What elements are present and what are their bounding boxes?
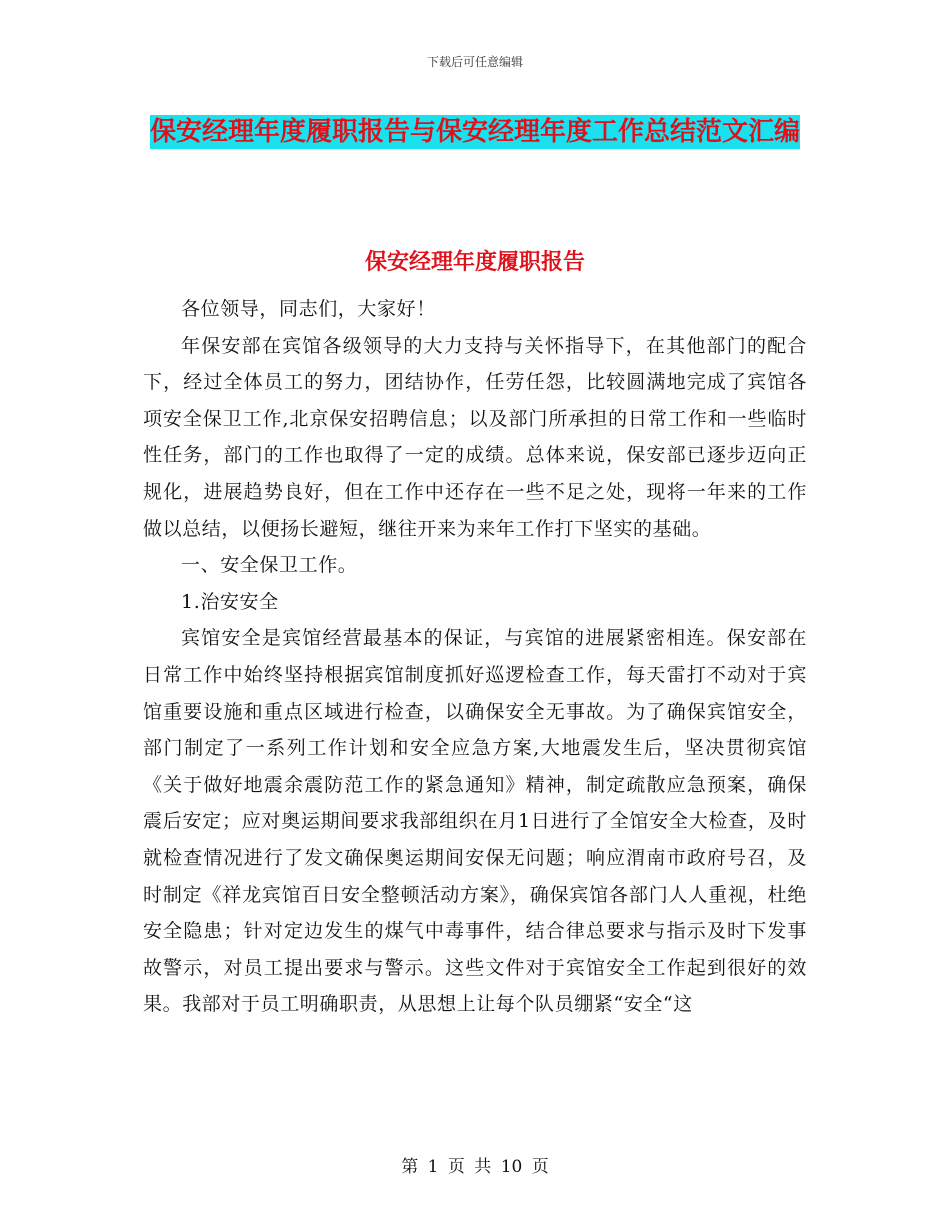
paragraph: 宾馆安全是宾馆经营最基本的保证，与宾馆的进展紧密相连。保安部在日常工作中始终坚持根据宾馆制度抓好巡逻检查工作，每天雷打不动对于宾馆重要设施和重点区域进行检查，以确保安全无事故。为了确保宾馆安全，部门制定了一系列工作计划和安全应急方案,大地震发生后，坚决贯彻宾馆《关于做好地震余震防范工作的紧急通知》精神，制定疏散应急预案，确保震后安定；应对奥运期间要求我部组织在月1日进行了全馆安全大检查，及时就检查情况进行了发文确保奥运期间安保无问题；响应渭南市政府号召，及时制定《祥龙宾馆百日安全整顿活动方案》，确保宾馆各部门人人重视，杜绝安全隐患；针对定边发生的煤气中毒事件，结合律总要求与指示及时下发事故警示，对员工提出要求与警示。这些文件对于宾馆安全工作起到很好的效果。我部对于员工明确职责，从思想上让每个队员绷紧“安全“这	[143, 627, 807, 1016]
paragraph: 年保安部在宾馆各级领导的大力支持与关怀指导下，在其他部门的配合下，经过全体员工的努力，团结协作，任劳任怨，比较圆满地完成了宾馆各项安全保卫工作,北京保安招聘信息；以及部门所承担的日常工作和一些临时性任务，部门的工作也取得了一定的成绩。总体来说，保安部已逐步迈向正规化，进展趋势良好，但在工作中还存在一些不足之处，现将一年来的工作做以总结，以便扬长避短，继往开来为来年工作打下坚实的基础。	[143, 334, 807, 540]
paragraph: 各位领导，同志们，大家好！	[181, 298, 436, 320]
paragraph: 1.治安安全	[181, 590, 279, 613]
body-text	[143, 291, 807, 1023]
page-footer: 第 1 页 共 10 页	[401, 1157, 549, 1177]
document-title	[140, 108, 810, 156]
document-title-text: 保安经理年度履职报告与保安经理年度工作总结范文汇编	[149, 117, 800, 147]
section-title: 保安经理年度履职报告	[364, 249, 585, 275]
header-note: 下载后可任意编辑	[426, 55, 523, 69]
paragraph: 一、安全保卫工作。	[181, 554, 358, 577]
